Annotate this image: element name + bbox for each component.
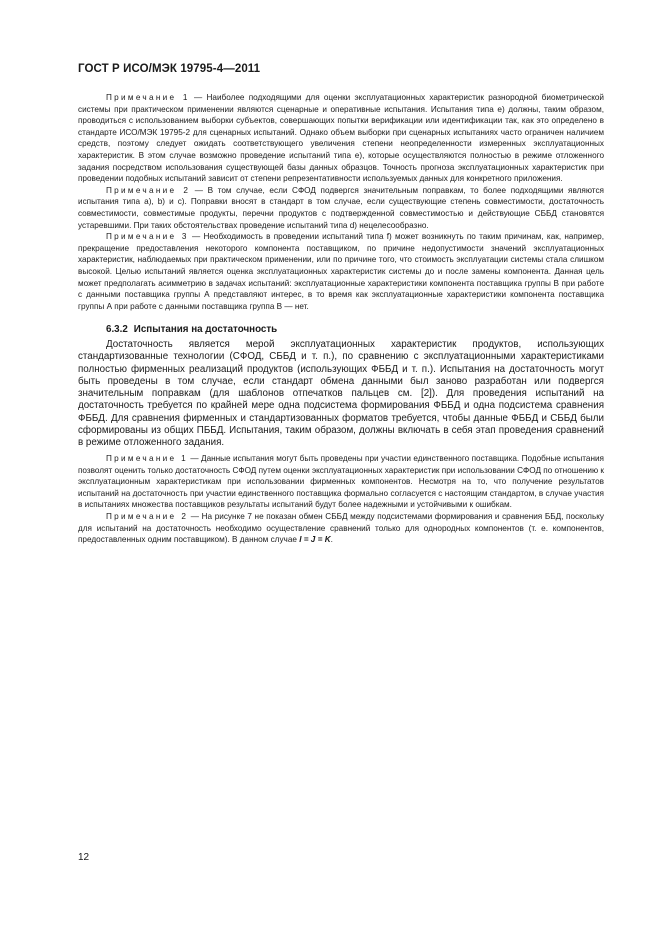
formula: I = J = K <box>299 535 331 545</box>
note-2 <box>78 511 604 546</box>
note-2 <box>78 185 604 231</box>
section-heading <box>106 324 604 335</box>
note-text-end: . <box>330 535 333 545</box>
note-label: Примечание 3 <box>106 232 189 242</box>
section-title: Испытания на достаточность <box>133 324 278 336</box>
note-3 <box>78 231 604 312</box>
section-notes <box>78 453 604 546</box>
note-label: Примечание 2 <box>106 512 189 522</box>
note-text: — Необходимость в проведении испытаний типа f) может возникнуть по таким причинам, как, например, прекращение предоставления некоторого компонента поставщиком, по причине недопустимости значений эксплуатационных характеристик, наблюдаемых при практическом применении, или по причине того, что стоимость эксплуатации системы стала слишком высокой. Целью испытаний является оценка эксплуатационных характеристик системы до и после замены компонента. Данная цель может предполагать асимметрию в задачах испытаний: эксплуатационные характеристики компонента поставщика группы В при работе с данными поставщика группы А представляют интерес, в то время как эксплуатационные характеристики компонента поставщика группы А при работе с данными поставщика группа В — нет. <box>78 232 604 311</box>
note-label: Примечание 1 <box>106 454 188 464</box>
page-number: 12 <box>78 852 90 863</box>
note-text: — В том случае, если СФОД подвергся значительным поправкам, то более подходящими являются испытания типа а), b) и с). Поправки вносят в стандарт в том случае, если существующие степень совместимости, достаточность совместимости, совместимые продукты, перечни продуктов с подтвержденной совместимостью и действующие СББД становятся устаревшими. При таких обстоятельствах проведение испытаний типа d) нецелесообразно. <box>78 185 604 230</box>
note-1 <box>78 453 604 511</box>
section-body: Достаточность является мерой эксплуатационных характеристик продуктов, использующих стандартизованные технологии (СФОД, СББД и т. п.), по сравнению с эксплуатационными характеристиками полностью фирменных реализаций продуктов (использующих ФББД и т. п.). Испытания на достаточность могут быть проведены в том случае, если стандарт обмена данными был заново разработан или подвергся значительным поправкам (для шаблонов отпечатков пальцев см. [2]). Для проведения испытаний на достаточность требуется по крайней мере одна подсистема формирования ФББД и одна подсистема сравнения ФББД. Для сравнения фирменных и стандартизованных форматов требуется, чтобы данные ФББД и СББД были сформированы из общих ПББД. Испытания, таким образом, должны включать в себя этап проведения сравнений в режиме отложенного задания. <box>78 339 604 448</box>
note-1 <box>78 92 604 185</box>
note-text: — Наиболее подходящими для оценки эксплуатационных характеристик разнородной биометрической системы при практическом применении являются сценарные и оперативные испытания. Испытания типа е) должны, таким образом, проводиться с использованием выборки субъектов, совершающих попытки верификации или идентификации так, как это определено в стандарте ИСО/МЭК 19795-2 для сценарных испытаний. Однако объем выборки при сценарных испытаниях часто ограничен наличием средств, поэтому следует ожидать соответствующего увеличения степени неопределенности измеренных эксплуатационных характеристик. В этом случае возможно проведение испытаний типа е), которые осуществляются полностью в режиме отложенного задания посредством использования существующей базы данных образцов. Точность прогноза эксплуатационных характеристик при проведении подобных испытаний зависит от степени репрезентативности используемых данных для конкретного приложения. <box>78 93 604 184</box>
page-content <box>78 92 604 546</box>
note-text: — На рисунке 7 не показан обмен СББД между подсистемами формирования и сравнения ББД, поскольку для испытаний на достаточность необходимо осуществление сравнений только для однородных компонентов (т. е. компонентов, предоставленных одним поставщиком). В данном случае <box>78 512 604 545</box>
note-text: — Данные испытания могут быть проведены при участии единственного поставщика. Подобные испытания позволят оценить только достаточность СФОД путем оценки эксплуатационных характеристик при использовании СФОД по отношению к эксплуатационным характеристикам при использовании фирменных компонентов. Несмотря на то, что получение результатов испытаний на достаточность при участии единственного поставщика формально согласуется с настоящим стандартом, в случае участия в испытаниях множества поставщиков результаты испытаний будут более надежными и устойчивыми к ошибкам. <box>78 454 604 510</box>
document-header: ГОСТ Р ИСО/МЭК 19795-4—2011 <box>78 63 261 75</box>
section-number: 6.3.2 <box>106 324 128 336</box>
note-label: Примечание 1 <box>106 93 190 102</box>
note-label: Примечание 2 <box>106 185 191 195</box>
